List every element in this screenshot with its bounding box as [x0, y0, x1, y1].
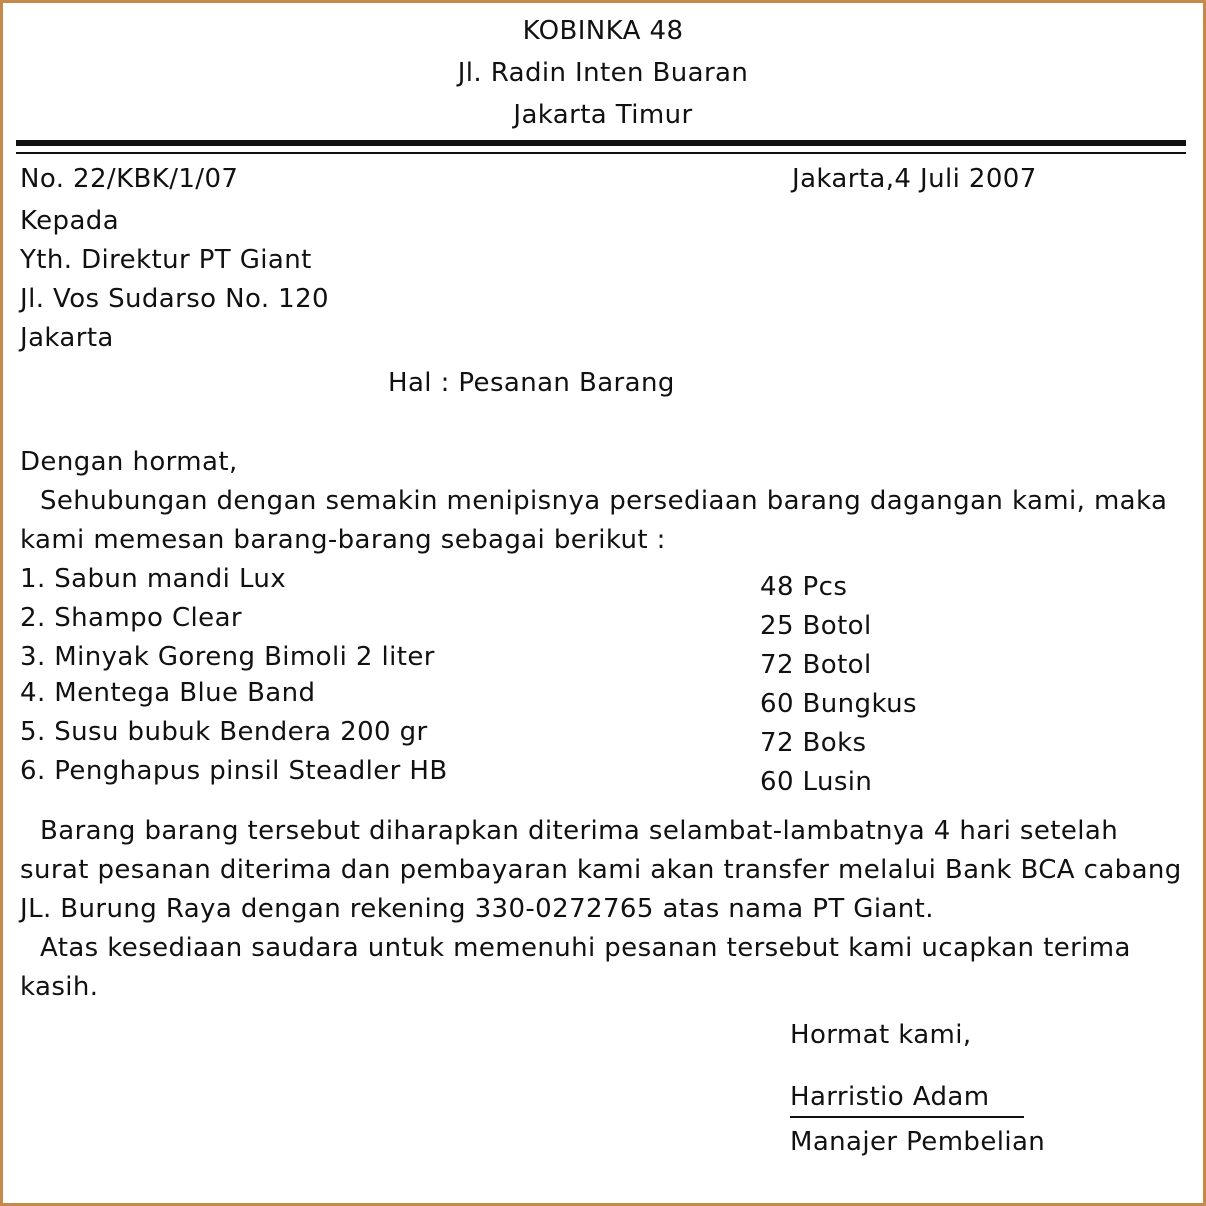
- body-line: Atas kesediaan saudara untuk memenuhi pesanan tersebut kami ucapkan terima: [40, 933, 1131, 963]
- letterhead-rule-thin: [16, 152, 1186, 154]
- company-name: KOBINKA 48: [522, 16, 684, 46]
- item-name: 1. Sabun mandi Lux: [20, 564, 287, 594]
- body-line: kasih.: [20, 972, 99, 1002]
- item-quantity: 72 Botol: [760, 650, 872, 680]
- body-line: JL. Burung Raya dengan rekening 330-0272765 atas nama PT Giant.: [20, 894, 934, 924]
- signature-underline: [790, 1116, 1024, 1118]
- signer-name: Harristio Adam: [790, 1082, 990, 1112]
- recipient-line: Yth. Direktur PT Giant: [20, 245, 312, 275]
- item-quantity: 60 Lusin: [760, 767, 873, 797]
- closing-salutation: Hormat kami,: [790, 1020, 972, 1050]
- item-name: 6. Penghapus pinsil Steadler HB: [20, 756, 448, 786]
- recipient-line: Jl. Vos Sudarso No. 120: [20, 284, 329, 314]
- greeting: Dengan hormat,: [20, 447, 238, 477]
- item-name: 2. Shampo Clear: [20, 603, 242, 633]
- company-street: Jl. Radin Inten Buaran: [457, 58, 749, 88]
- letter-subject: Hal : Pesanan Barang: [388, 368, 675, 398]
- recipient-line: Jakarta: [20, 323, 114, 353]
- item-name: 3. Minyak Goreng Bimoli 2 liter: [20, 642, 435, 672]
- item-quantity: 25 Botol: [760, 611, 872, 641]
- intro-line: Sehubungan dengan semakin menipisnya persediaan barang dagangan kami, maka: [40, 486, 1168, 516]
- body-line: surat pesanan diterima dan pembayaran kami akan transfer melalui Bank BCA cabang: [20, 855, 1182, 885]
- item-name: 4. Mentega Blue Band: [20, 678, 316, 708]
- item-quantity: 48 Pcs: [760, 572, 848, 602]
- body-line: Barang barang tersebut diharapkan diterima selambat-lambatnya 4 hari setelah: [40, 816, 1119, 846]
- signer-title: Manajer Pembelian: [790, 1127, 1046, 1157]
- item-name: 5. Susu bubuk Bendera 200 gr: [20, 717, 428, 747]
- item-quantity: 60 Bungkus: [760, 689, 917, 719]
- letter-number: No. 22/KBK/1/07: [20, 164, 239, 194]
- letterhead-rule-thick: [16, 140, 1186, 146]
- recipient-line: Kepada: [20, 206, 120, 236]
- item-quantity: 72 Boks: [760, 728, 867, 758]
- company-city: Jakarta Timur: [513, 100, 693, 130]
- letter-date: Jakarta,4 Juli 2007: [792, 164, 1037, 194]
- intro-line: kami memesan barang-barang sebagai berikut :: [20, 525, 666, 555]
